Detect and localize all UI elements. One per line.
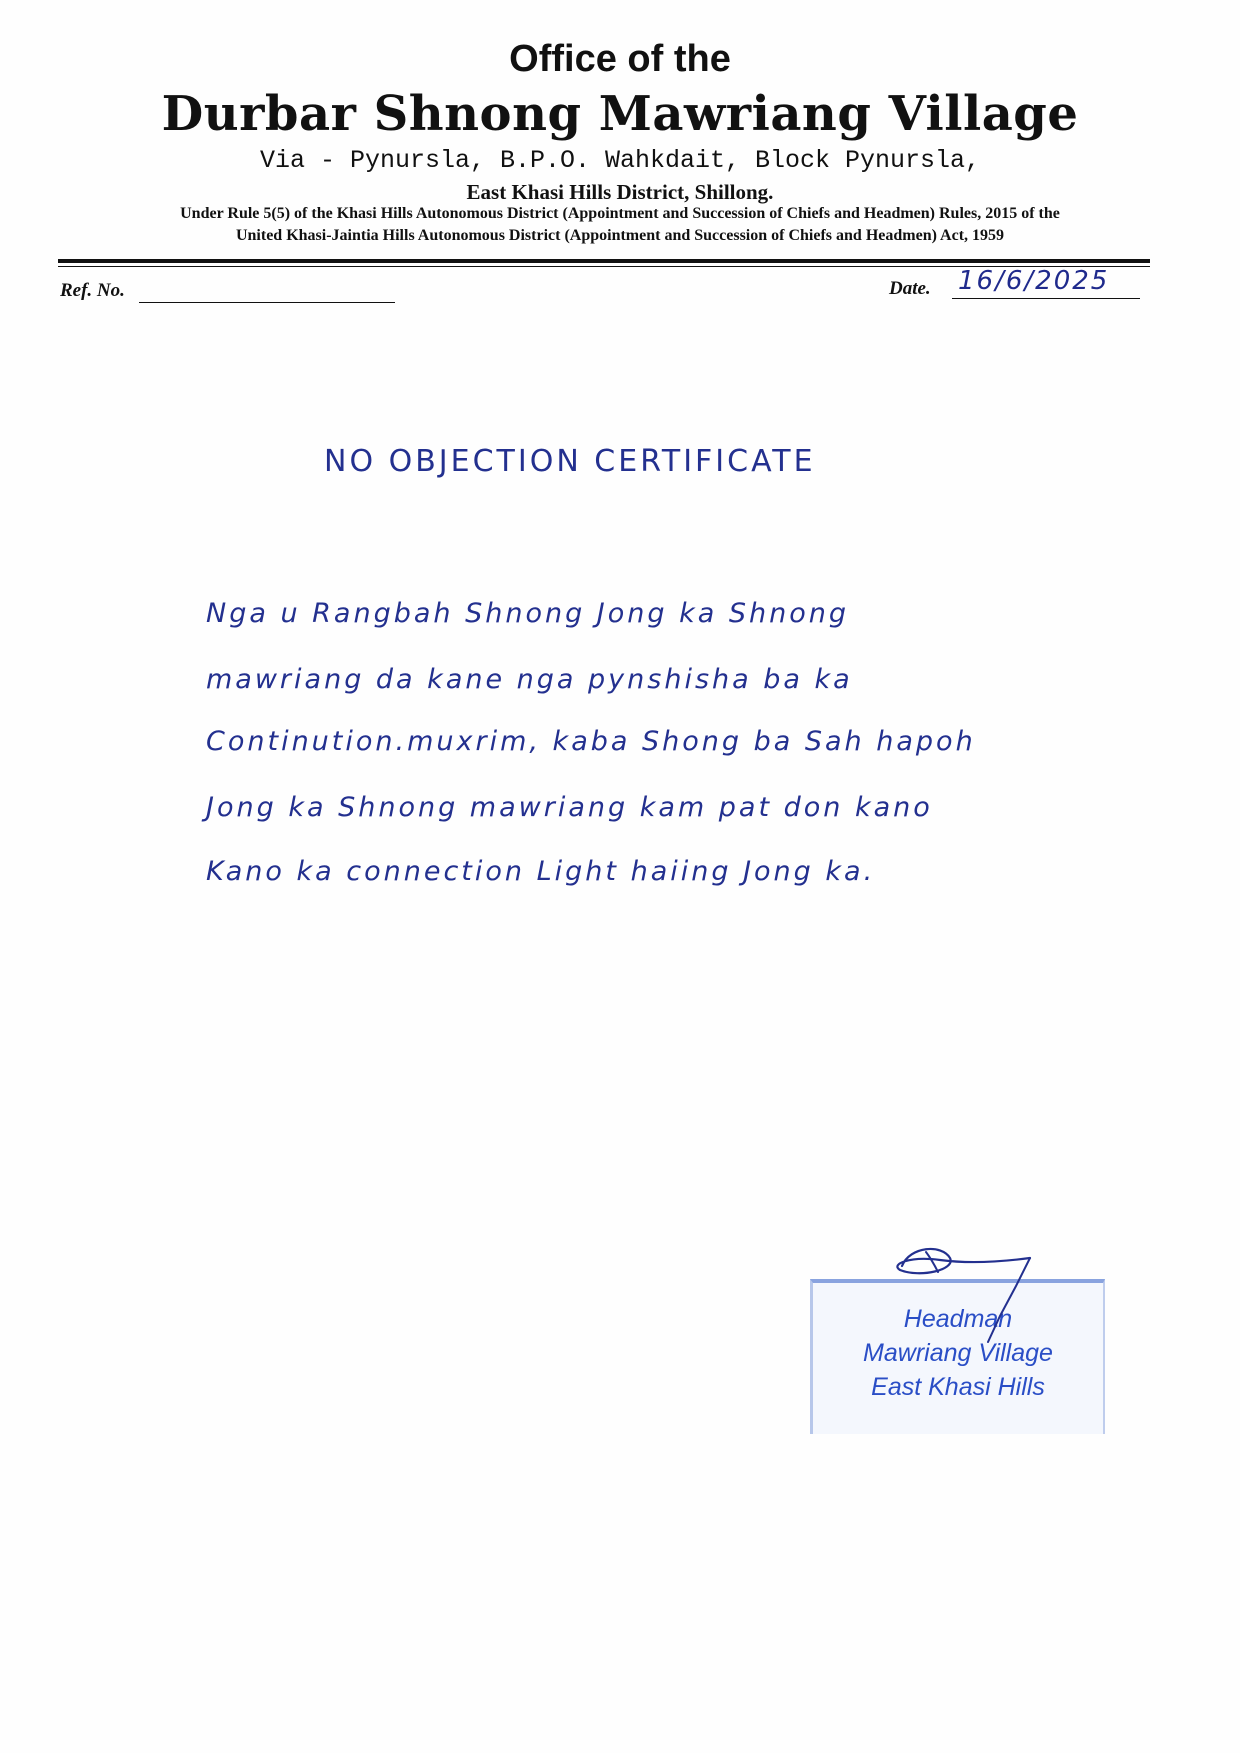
letterhead-rule-line-2: United Khasi-Jaintia Hills Autonomous District (Appointment and Succession of Chiefs and Headmen) Act, 1959 [235, 227, 1005, 244]
ref-underline [139, 302, 395, 303]
ref-label: Ref. No. [60, 280, 125, 301]
signature-scribble [880, 1238, 1040, 1348]
body-line: Jong ka Shnong mawriang kam pat don kano [206, 792, 933, 823]
certificate-title: NO OBJECTION CERTIFICATE [324, 444, 816, 479]
letterhead-name: Durbar Shnong Mawriang Village [161, 86, 1079, 142]
date-value: 16/6/2025 [958, 266, 1110, 296]
letterhead-rule-line-1: Under Rule 5(5) of the Khasi Hills Autonomous District (Appointment and Succession of Chiefs and Headmen) Rules, 2015 of the [180, 205, 1060, 222]
body-line: Continution.muxrim, kaba Shong ba Sah hapoh [206, 726, 976, 757]
letterhead-district: East Khasi Hills District, Shillong. [466, 180, 774, 204]
letterhead-office: Office of the [509, 38, 731, 80]
body-line: mawriang da kane nga pynshisha ba ka [206, 664, 853, 695]
letterhead-address: Via - Pynursla, B.P.O. Wahkdait, Block Pynursla, [259, 146, 981, 175]
stamp-line-village: Mawriang Village [863, 1339, 1053, 1367]
stamp-line-headman: Headman [903, 1305, 1013, 1333]
header-divider-thick [58, 259, 1150, 263]
body-line: Nga u Rangbah Shnong Jong ka Shnong [206, 598, 850, 629]
date-label: Date. [889, 278, 931, 299]
stamp-line-district: East Khasi Hills [871, 1373, 1045, 1401]
date-underline [952, 298, 1140, 299]
body-line: Kano ka connection Light haiing Jong ka. [206, 856, 876, 887]
